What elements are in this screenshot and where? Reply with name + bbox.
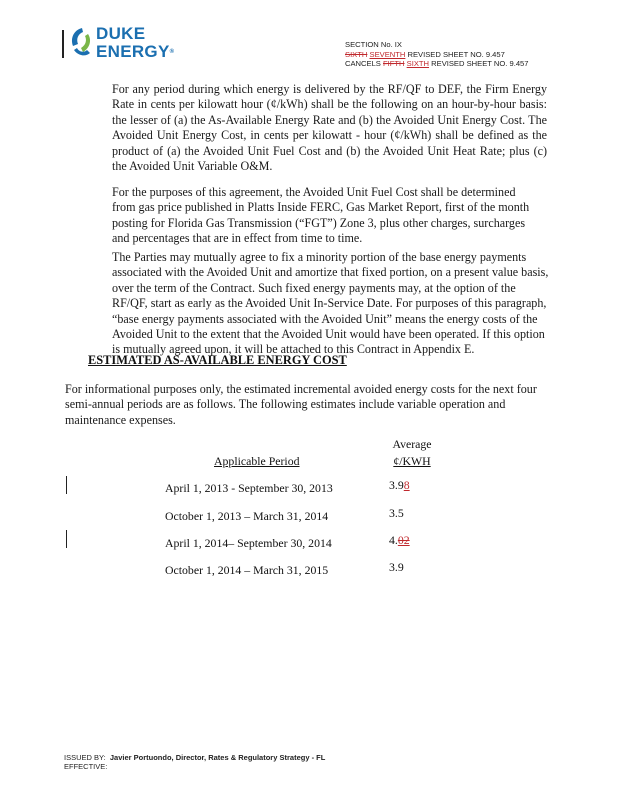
cancels-label: CANCELS (345, 59, 381, 68)
period-cell: April 1, 2013 - September 30, 2013 (165, 481, 333, 495)
revised-struck: SIXTH (345, 49, 368, 59)
value-revision: 8 (403, 478, 410, 492)
cancels-sheet-line (345, 59, 529, 69)
period-cell: April 1, 2014– September 30, 2014 (165, 536, 332, 550)
issued-value: Javier Portuondo, Director, Rates & Regulatory Strategy - FL (109, 753, 326, 762)
cents-per-kwh-label: ¢/KWH (393, 454, 431, 468)
logo-wordmark (96, 25, 174, 61)
logo-line-2: ENERGY® (96, 42, 175, 61)
average-column-header (380, 436, 444, 470)
revised-rest: REVISED SHEET NO. 9.457 (407, 49, 505, 59)
firm-energy-rate-paragraph: For any period during which energy is delivered by the RF/QF to DEF, the Firm Energy Rate in cents per kilowatt hour (¢/kWh) shall be the following on an hour-by-hour basis: the lesser of (a) the As-Available Energy Rate and (b) the Avoided Unit Energy Cost. The Avoided Unit Energy Cost, in cents per kilowatt - hour (¢/kWh) shall be defined as the product of (a) the Avoided Unit Fuel Cost and (b) the Avoided Unit Heat Rate; plus (c) the Avoided Unit Variable O&M. (112, 82, 547, 174)
revision-bar (62, 30, 64, 58)
value-cell: 3.5 (389, 506, 404, 520)
page-footer (64, 753, 325, 772)
cancels-inserted: SIXTH (406, 59, 430, 68)
cancels-rest: REVISED SHEET NO. 9.457 (431, 59, 529, 68)
fuel-cost-paragraph: For the purposes of this agreement, the Avoided Unit Fuel Cost shall be determined from gas price published in Platts Inside FERC, Gas Market Report, first of the month posting for Florida Gas Transmission (“FGT”) Zone 3, plus other charges, surcharges and percentages that are in effect from time to time. (112, 185, 530, 246)
issued-label: ISSUED BY: (64, 753, 106, 762)
value-cell: 3.98 (389, 478, 410, 492)
revision-bar (66, 530, 67, 548)
duke-energy-logo-mark-icon (68, 26, 94, 60)
section-header (345, 40, 529, 69)
applicable-period-header: Applicable Period (214, 454, 300, 468)
value-cell: 4.02 (389, 533, 410, 547)
issued-by-line (64, 753, 325, 762)
section-heading: ESTIMATED AS-AVAILABLE ENERGY COST (88, 353, 347, 367)
cancels-struck: FIFTH (383, 59, 405, 68)
registered-mark: ® (169, 49, 175, 55)
period-cell: October 1, 2014 – March 31, 2015 (165, 563, 329, 577)
fixed-payments-paragraph: The Parties may mutually agree to fix a minority portion of the base energy payments associated with the Avoided Unit and amortize that fixed portion, on a present value basis, over the term of the Contract. Such fixed energy payments may, at the option of the RF/QF, start as early as the Avoided Unit In-Service Date. For purposes of this paragraph, “base energy payments associated with the Avoided Unit” means the energy costs of the Avoided Unit to the extent that the Avoided Unit would have been operated. If this option is mutually agreed upon, it will be attached to this Contract in Appendix E. (112, 250, 549, 357)
average-label: Average (392, 437, 432, 451)
logo-line-1: DUKE (96, 24, 146, 43)
informational-paragraph: For informational purposes only, the estimated incremental avoided energy costs for the next four semi-annual periods are as follows. The following estimates include variable operation and maintenance expenses. (65, 382, 537, 427)
section-number: SECTION No. IX (345, 40, 402, 49)
value-cell: 3.9 (389, 560, 404, 574)
effective-line: EFFECTIVE: (64, 762, 108, 772)
revised-inserted: SEVENTH (369, 49, 406, 59)
revised-sheet-line (345, 50, 529, 60)
value-revision: 02 (397, 533, 410, 547)
revision-bar (66, 476, 67, 494)
duke-energy-logo (62, 20, 212, 68)
period-cell: October 1, 2013 – March 31, 2014 (165, 509, 329, 523)
